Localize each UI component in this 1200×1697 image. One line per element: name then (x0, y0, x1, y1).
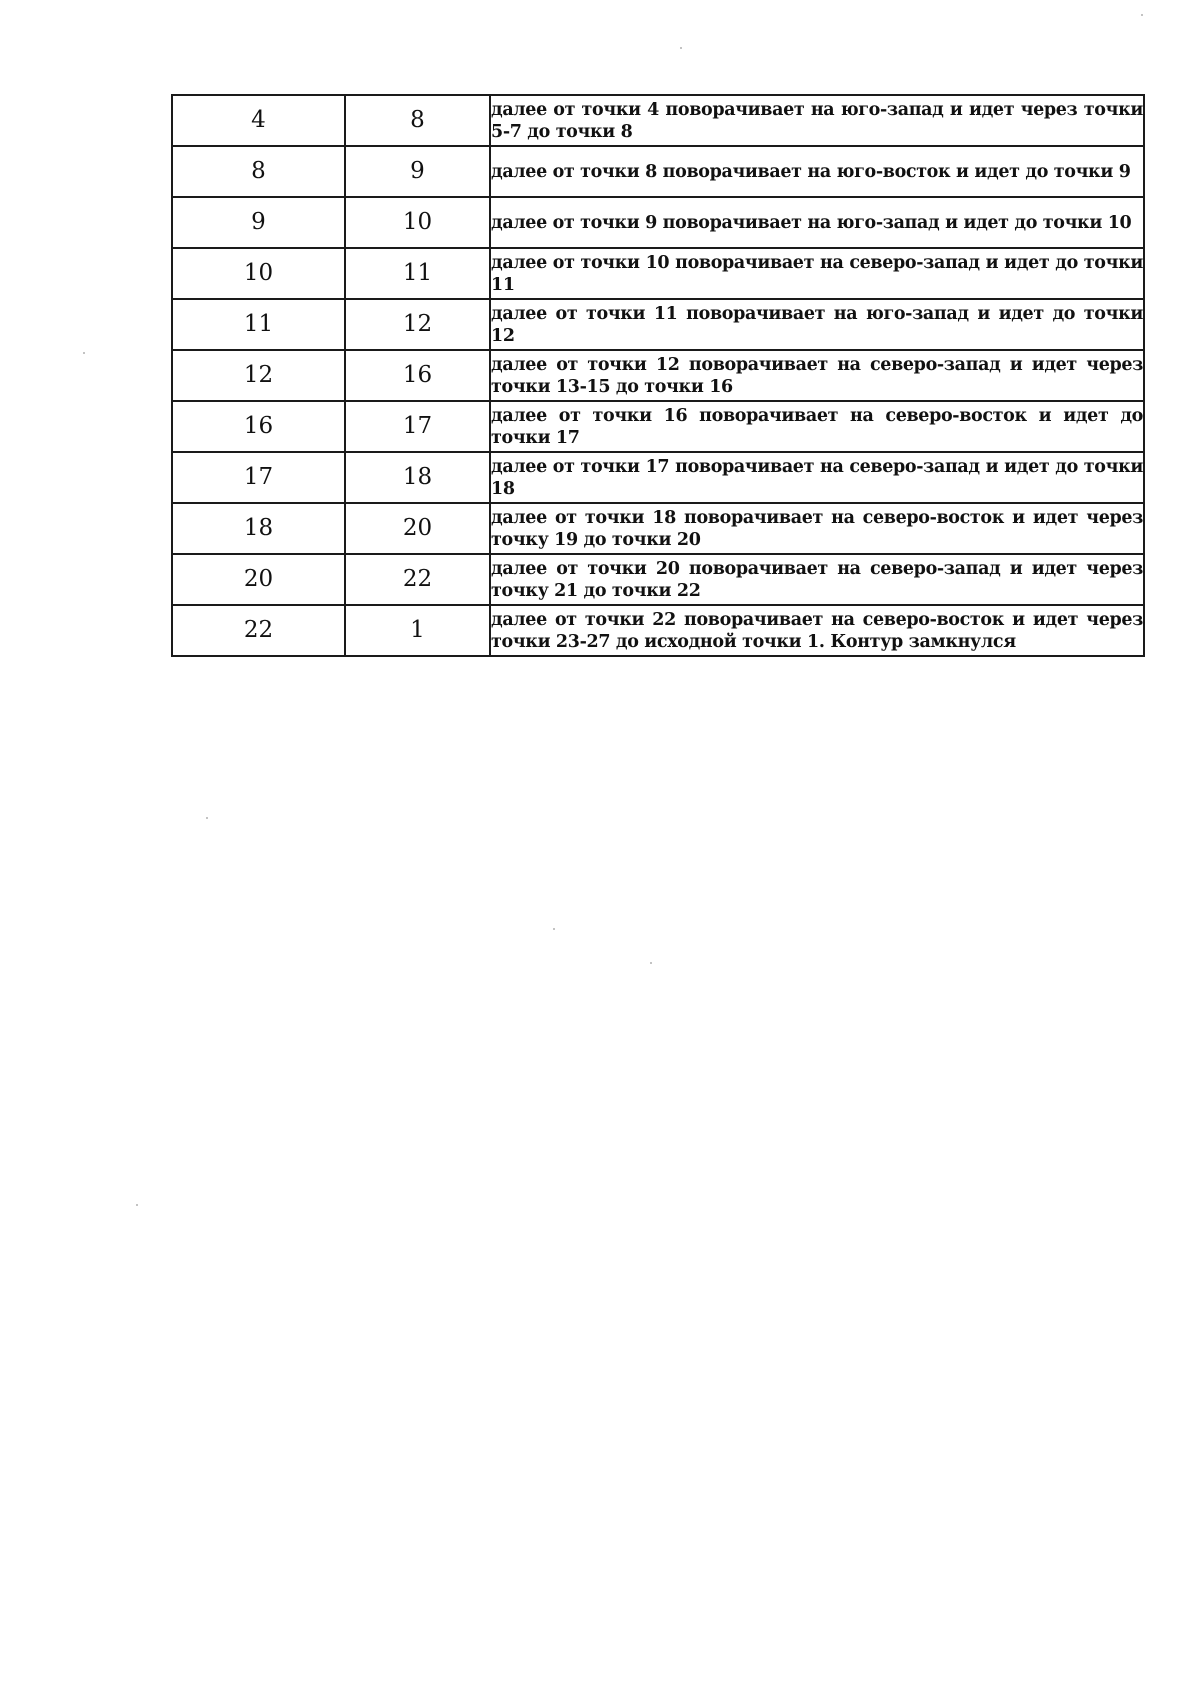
to-point-cell: 11 (345, 248, 490, 299)
from-point-cell: 18 (172, 503, 345, 554)
table-row (172, 146, 1144, 197)
from-point-cell: 16 (172, 401, 345, 452)
route-description-cell: далее от точки 20 поворачивает на северо-запад и идет через точку 21 до точки 22 (490, 554, 1144, 605)
from-point-cell: 10 (172, 248, 345, 299)
to-point-cell: 16 (345, 350, 490, 401)
to-point-cell: 20 (345, 503, 490, 554)
from-point-cell: 20 (172, 554, 345, 605)
route-description-cell: далее от точки 9 поворачивает на юго-запад и идет до точки 10 (490, 197, 1144, 248)
route-description-cell: далее от точки 22 поворачивает на северо-восток и идет через точки 23-27 до исходной точки 1. Контур замкнулся (490, 605, 1144, 656)
scan-speck (83, 352, 85, 354)
route-description-cell: далее от точки 10 поворачивает на северо-запад и идет до точки 11 (490, 248, 1144, 299)
table-row (172, 299, 1144, 350)
route-description-cell: далее от точки 4 поворачивает на юго-запад и идет через точки 5-7 до точки 8 (490, 95, 1144, 146)
table-row (172, 401, 1144, 452)
to-point-cell: 8 (345, 95, 490, 146)
to-point-cell: 10 (345, 197, 490, 248)
route-description-cell: далее от точки 11 поворачивает на юго-запад и идет до точки 12 (490, 299, 1144, 350)
table-row (172, 452, 1144, 503)
to-point-cell: 22 (345, 554, 490, 605)
from-point-cell: 22 (172, 605, 345, 656)
from-point-cell: 8 (172, 146, 345, 197)
table-row (172, 248, 1144, 299)
route-description-cell: далее от точки 17 поворачивает на северо-запад и идет до точки 18 (490, 452, 1144, 503)
route-description-cell: далее от точки 8 поворачивает на юго-восток и идет до точки 9 (490, 146, 1144, 197)
to-point-cell: 1 (345, 605, 490, 656)
boundary-description-table (171, 94, 1145, 657)
table-row (172, 554, 1144, 605)
route-description-cell: далее от точки 12 поворачивает на северо-запад и идет через точки 13-15 до точки 16 (490, 350, 1144, 401)
scan-speck (650, 962, 652, 964)
scan-speck (680, 47, 682, 49)
route-description-cell: далее от точки 16 поворачивает на северо-восток и идет до точки 17 (490, 401, 1144, 452)
from-point-cell: 11 (172, 299, 345, 350)
from-point-cell: 12 (172, 350, 345, 401)
table-row (172, 197, 1144, 248)
from-point-cell: 17 (172, 452, 345, 503)
table-row (172, 95, 1144, 146)
table-row (172, 503, 1144, 554)
scan-speck (1141, 14, 1143, 16)
scan-speck (206, 817, 208, 819)
scan-speck (136, 1204, 138, 1206)
to-point-cell: 12 (345, 299, 490, 350)
route-description-cell: далее от точки 18 поворачивает на северо-восток и идет через точку 19 до точки 20 (490, 503, 1144, 554)
table-row (172, 350, 1144, 401)
table-row (172, 605, 1144, 656)
from-point-cell: 9 (172, 197, 345, 248)
to-point-cell: 9 (345, 146, 490, 197)
scan-speck (553, 928, 555, 930)
to-point-cell: 18 (345, 452, 490, 503)
from-point-cell: 4 (172, 95, 345, 146)
to-point-cell: 17 (345, 401, 490, 452)
